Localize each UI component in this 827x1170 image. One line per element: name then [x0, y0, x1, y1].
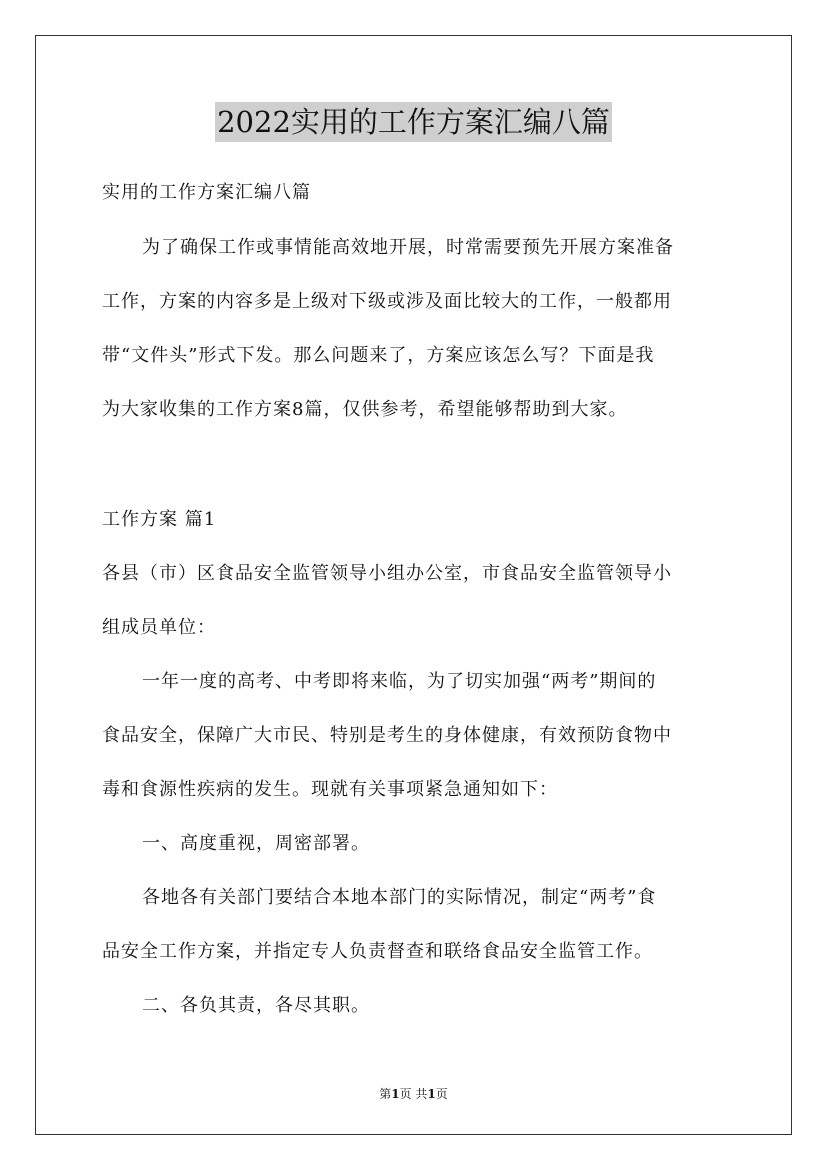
addressee-line: 组成员单位：: [102, 617, 216, 638]
paragraph-line: 毒和食源性疾病的发生。现就有关事项紧急通知如下：: [102, 779, 558, 800]
intro-line: 为大家收集的工作方案8篇，仅供参考，希望能够帮助到大家。: [102, 399, 628, 420]
paragraph-line: 品安全工作方案，并指定专人负责督查和联络食品安全监管工作。: [102, 941, 653, 962]
footer-page-number: 1: [391, 1087, 400, 1101]
intro-line: 工作，方案的内容多是上级对下级或涉及面比较大的工作，一般都用: [102, 291, 672, 312]
document-title: 2022实用的工作方案汇编八篇: [215, 102, 612, 142]
paragraph-line: 食品安全，保障广大市民、特别是考生的身体健康，有效预防食物中: [102, 725, 672, 746]
paragraph-line: 一年一度的高考、中考即将来临，为了切实加强“两考”期间的: [142, 671, 657, 692]
footer-mid: 页 共: [399, 1087, 428, 1101]
section-heading: 工作方案 篇1: [102, 509, 217, 530]
list-item-heading: 一、高度重视，周密部署。: [142, 833, 370, 854]
footer-total-pages: 1: [427, 1087, 436, 1101]
document-subtitle: 实用的工作方案汇编八篇: [102, 182, 311, 203]
title-container: [0, 102, 827, 142]
intro-line: 为了确保工作或事情能高效地开展，时常需要预先开展方案准备: [142, 237, 674, 258]
addressee-line: 各县（市）区食品安全监管领导小组办公室，市食品安全监管领导小: [102, 563, 672, 584]
footer-suffix: 页: [435, 1087, 448, 1101]
footer-prefix: 第: [379, 1087, 392, 1101]
intro-line: 带“文件头”形式下发。那么问题来了，方案应该怎么写？下面是我: [102, 345, 655, 366]
paragraph-line: 各地各有关部门要结合本地本部门的实际情况，制定“两考”食: [142, 887, 657, 908]
list-item-heading: 二、各负其责，各尽其职。: [142, 995, 370, 1016]
page-footer: [0, 1086, 827, 1102]
